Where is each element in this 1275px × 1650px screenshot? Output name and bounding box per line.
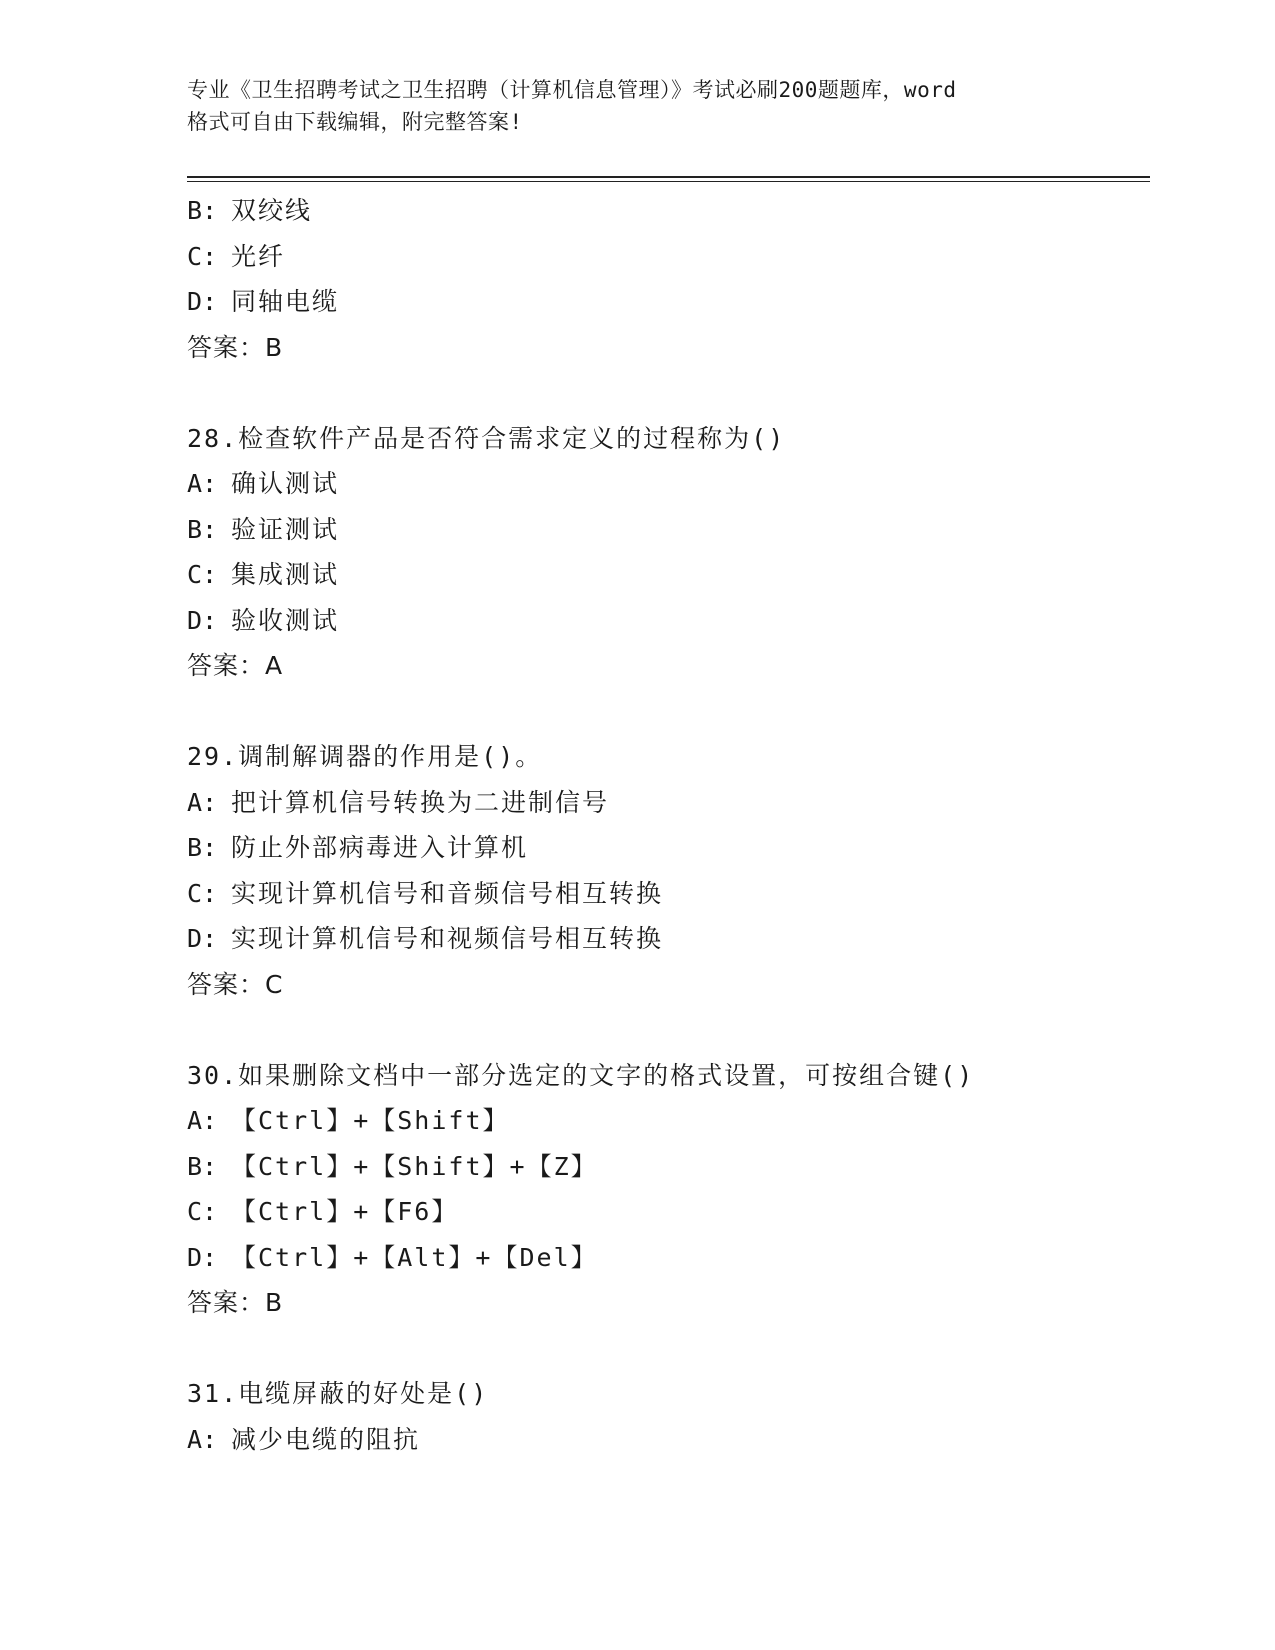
option-label: D:	[187, 605, 218, 635]
option-item	[187, 1417, 1147, 1463]
option-label: C:	[187, 1197, 218, 1226]
answer-line: 答案：B	[187, 332, 284, 362]
spacer	[187, 370, 1147, 416]
option-label: C:	[187, 560, 218, 589]
option-item	[187, 871, 1147, 917]
spacer	[187, 1007, 1147, 1053]
option-text: 双绞线	[231, 196, 313, 225]
header-line-2: 格式可自由下载编辑，附完整答案!	[187, 110, 523, 134]
option-text: 【Ctrl】+【Alt】+【Del】	[231, 1242, 598, 1272]
option-item	[187, 598, 1147, 644]
option-text: 同轴电缆	[231, 287, 340, 316]
option-item	[187, 461, 1147, 507]
option-label: C:	[187, 878, 218, 908]
option-label: A:	[187, 469, 218, 498]
option-item	[187, 1098, 1147, 1144]
option-item	[187, 507, 1147, 553]
option-text: 实现计算机信号和视频信号相互转换	[231, 924, 664, 953]
option-label: D:	[187, 924, 218, 953]
option-label: B:	[187, 1151, 218, 1181]
option-label: B:	[187, 833, 218, 862]
option-text: 把计算机信号转换为二进制信号	[231, 787, 610, 817]
option-text: 确认测试	[231, 469, 340, 498]
option-item	[187, 552, 1147, 598]
answer-line: 答案：C	[187, 969, 284, 999]
header-divider-thick	[187, 176, 1150, 178]
spacer	[187, 689, 1147, 735]
option-item	[187, 825, 1147, 871]
answer-line: 答案：B	[187, 1288, 284, 1317]
header-divider-thin	[187, 181, 1150, 182]
option-item	[187, 279, 1147, 325]
option-label: A:	[187, 787, 218, 817]
option-item	[187, 780, 1147, 826]
option-item	[187, 1189, 1147, 1235]
option-item	[187, 1144, 1147, 1190]
option-label: A:	[187, 1106, 218, 1135]
option-text: 【Ctrl】+【Shift】+【Z】	[231, 1151, 598, 1181]
option-text: 验收测试	[231, 605, 340, 635]
option-item	[187, 1235, 1147, 1281]
spacer	[187, 1326, 1147, 1372]
header-line-1: 专业《卫生招聘考试之卫生招聘（计算机信息管理）》考试必刷200题题库，word	[187, 78, 957, 102]
question-text: 31.电缆屏蔽的好处是()	[187, 1379, 489, 1408]
question-text: 30.如果删除文档中一部分选定的文字的格式设置，可按组合键()	[187, 1060, 975, 1090]
option-label: C:	[187, 241, 218, 271]
option-item	[187, 188, 1147, 234]
option-label: A:	[187, 1424, 218, 1454]
option-label: B:	[187, 514, 218, 544]
option-label: D:	[187, 1242, 218, 1272]
question-list	[187, 188, 1147, 1462]
option-item	[187, 916, 1147, 962]
option-text: 实现计算机信号和音频信号相互转换	[231, 878, 664, 908]
option-text: 减少电缆的阻抗	[231, 1424, 421, 1454]
option-text: 验证测试	[231, 514, 340, 544]
option-text: 【Ctrl】+【F6】	[231, 1197, 459, 1226]
document-header	[187, 74, 1107, 138]
question-text: 29.调制解调器的作用是()。	[187, 742, 543, 771]
option-text: 光纤	[231, 241, 286, 271]
option-item	[187, 234, 1147, 280]
question-text: 28.检查软件产品是否符合需求定义的过程称为()	[187, 423, 786, 453]
option-text: 集成测试	[231, 560, 340, 589]
option-label: D:	[187, 287, 218, 316]
option-label: B:	[187, 196, 218, 225]
option-text: 【Ctrl】+【Shift】	[231, 1106, 510, 1135]
answer-line: 答案：A	[187, 651, 284, 680]
option-text: 防止外部病毒进入计算机	[231, 833, 529, 862]
